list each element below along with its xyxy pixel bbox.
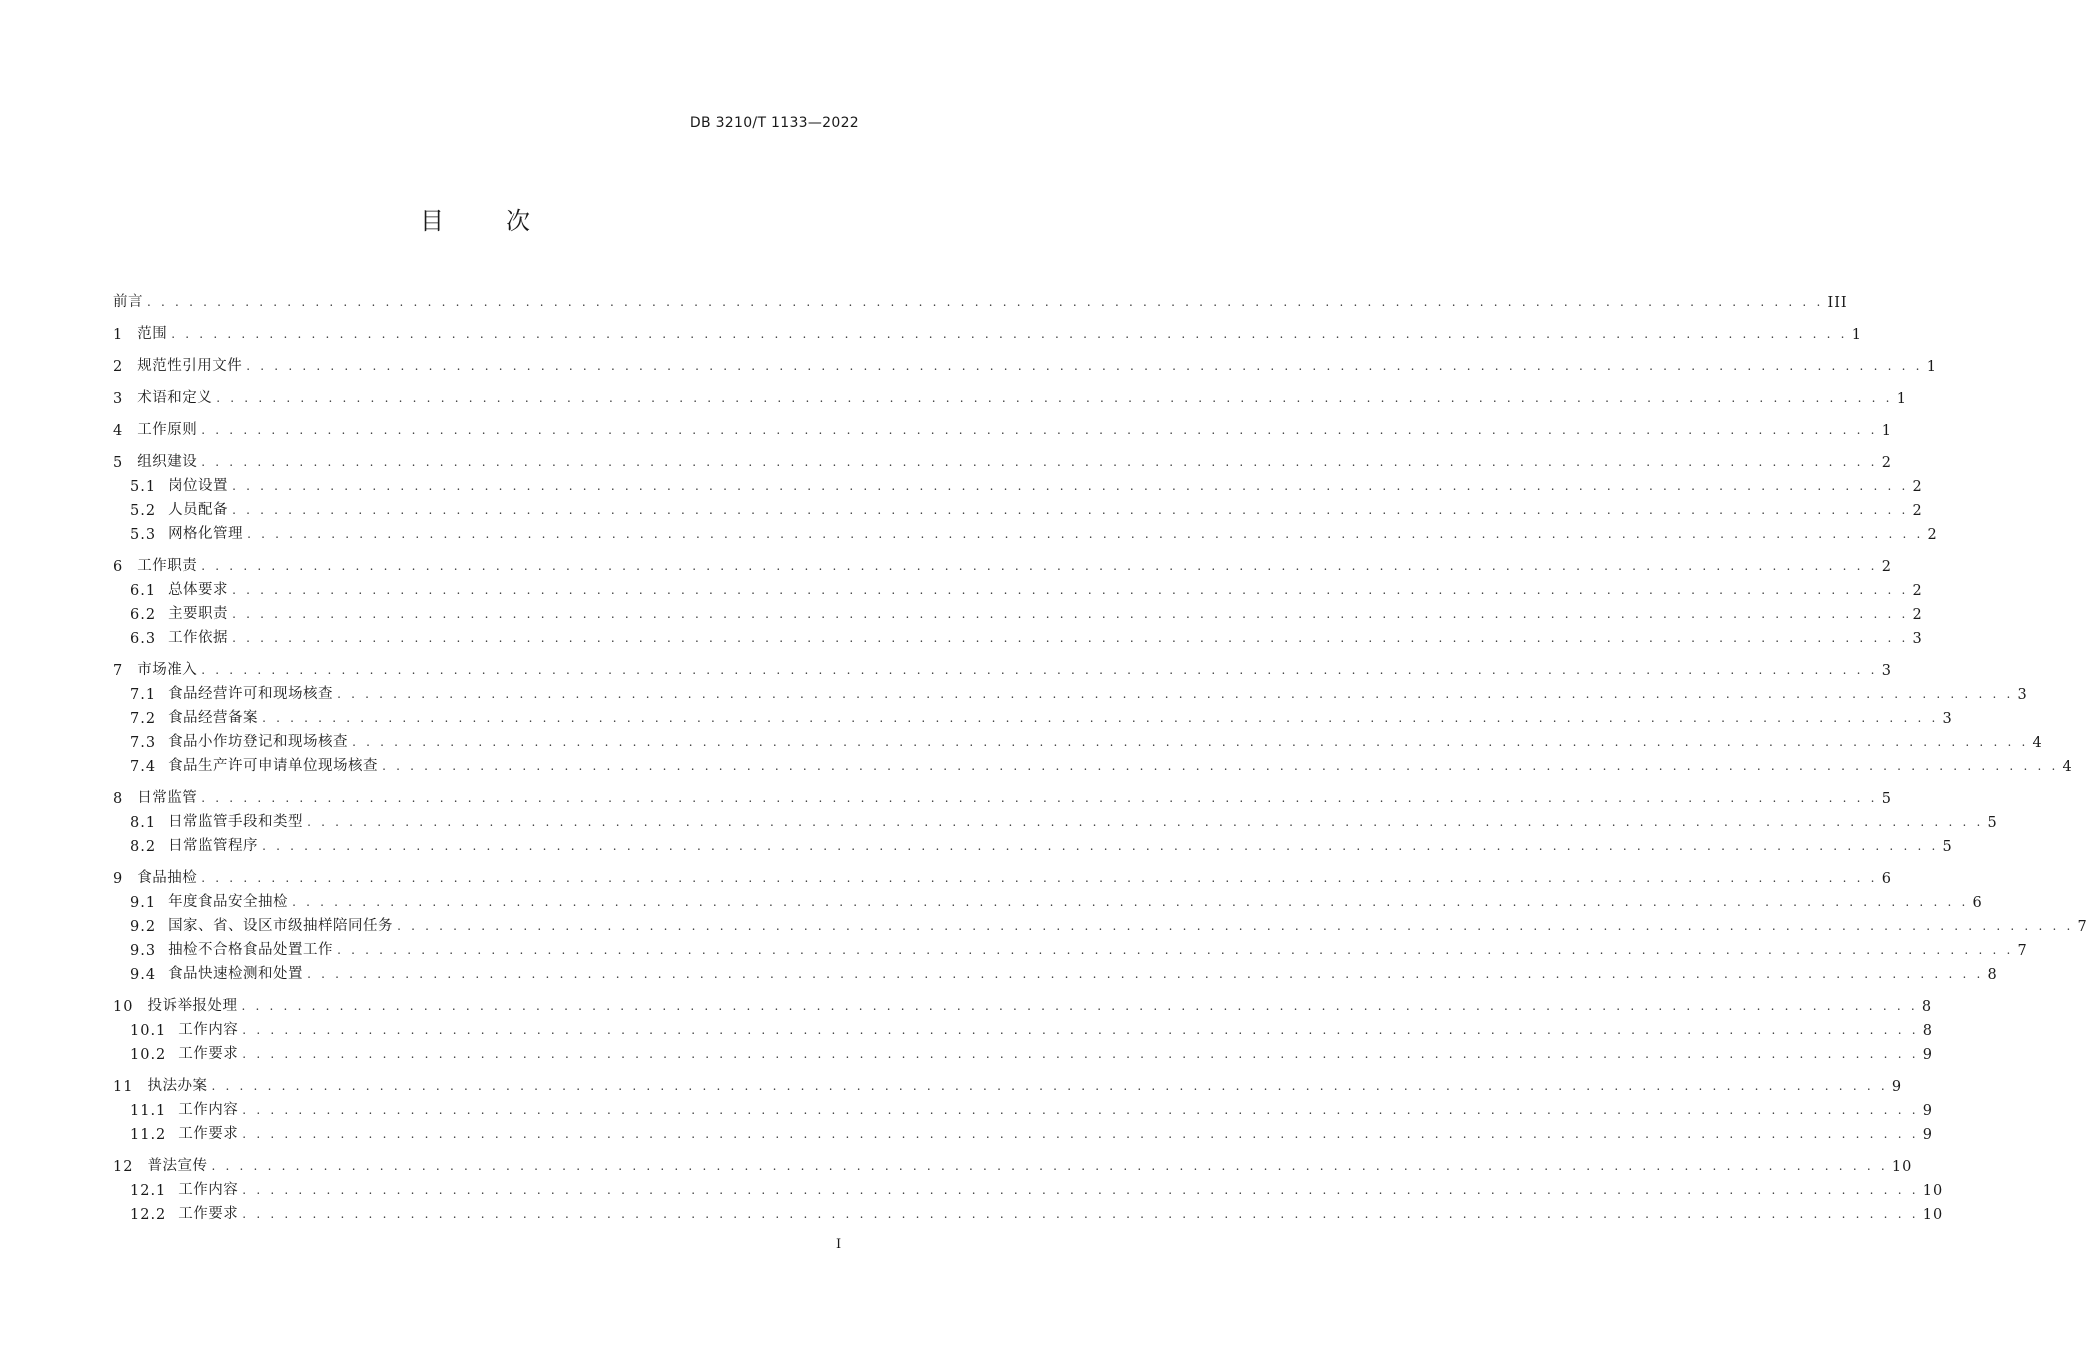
toc-entry-label: 总体要求 xyxy=(168,582,229,598)
toc-entry-page: 9 xyxy=(1922,1103,1933,1119)
toc-entry[interactable] xyxy=(113,319,1862,343)
toc-leader-dots: . . . . . . . . . . . . . . . . . . . . . . . . . . . . . . . . . . . . . . . . . . . . . . . . . . . . . . . . . . . . . . . . . . . . . . . . . . . . . . . . . . . . . . . . . . . . . . . . . . . . . . . . . . . . . . . . . . . . . . . . xyxy=(232,607,1909,621)
toc-entry[interactable] xyxy=(113,655,1892,679)
toc-leader-dots: . . . . . . . . . . . . . . . . . . . . . . . . . . . . . . . . . . . . . . . . . . . . . . . . . . . . . . . . . . . . . . . . . . . . . . . . . . . . . . . . . . . . . . . . . . . . . . . . . . . . . . . . . . . . . . . . . . . . . . . . xyxy=(147,295,1824,309)
toc-entry-page: 3 xyxy=(1912,631,1923,647)
toc-entry-number: 7.4 xyxy=(130,759,157,775)
toc-entry-page: 2 xyxy=(1912,503,1923,519)
toc-entry[interactable] xyxy=(113,703,1953,727)
toc-entry-page: 1 xyxy=(1881,423,1892,439)
toc-entry-number: 7.3 xyxy=(130,735,157,751)
table-of-contents xyxy=(113,287,2088,1223)
toc-leader-dots: . . . . . . . . . . . . . . . . . . . . . . . . . . . . . . . . . . . . . . . . . . . . . . . . . . . . . . . . . . . . . . . . . . . . . . . . . . . . . . . . . . . . . . . . . . . . . . . . . . . . . . . . . . . . . . . . . . . . . . . . xyxy=(397,919,2074,933)
toc-entry[interactable] xyxy=(113,863,1892,887)
toc-entry-page: 1 xyxy=(1896,391,1907,407)
toc-entry-number: 3 xyxy=(113,391,124,407)
toc-entry[interactable] xyxy=(113,1015,1933,1039)
toc-entry-number: 8.2 xyxy=(130,839,157,855)
page-number: I xyxy=(836,1237,842,1252)
toc-leader-dots: . . . . . . . . . . . . . . . . . . . . . . . . . . . . . . . . . . . . . . . . . . . . . . . . . . . . . . . . . . . . . . . . . . . . . . . . . . . . . . . . . . . . . . . . . . . . . . . . . . . . . . . . . . . . . . . . . . . . . . . . xyxy=(241,999,1918,1013)
toc-entry[interactable] xyxy=(113,495,1923,519)
toc-entry-page: 4 xyxy=(2062,759,2073,775)
toc-leader-dots: . . . . . . . . . . . . . . . . . . . . . . . . . . . . . . . . . . . . . . . . . . . . . . . . . . . . . . . . . . . . . . . . . . . . . . . . . . . . . . . . . . . . . . . . . . . . . . . . . . . . . . . . . . . . . . . . . . . . . . . . xyxy=(232,503,1909,517)
toc-entry-number: 6.3 xyxy=(130,631,157,647)
toc-entry-number: 11.2 xyxy=(130,1127,167,1143)
toc-entry-number: 5 xyxy=(113,455,124,471)
toc-leader-dots: . . . . . . . . . . . . . . . . . . . . . . . . . . . . . . . . . . . . . . . . . . . . . . . . . . . . . . . . . . . . . . . . . . . . . . . . . . . . . . . . . . . . . . . . . . . . . . . . . . . . . . . . . . . . . . . . . . . . . . . . xyxy=(211,1079,1888,1093)
toc-entry-number: 12.1 xyxy=(130,1183,167,1199)
toc-leader-dots: . . . . . . . . . . . . . . . . . . . . . . . . . . . . . . . . . . . . . . . . . . . . . . . . . . . . . . . . . . . . . . . . . . . . . . . . . . . . . . . . . . . . . . . . . . . . . . . . . . . . . . . . . . . . . . . . . . . . . . . . xyxy=(262,839,1939,853)
toc-entry-number: 4 xyxy=(113,423,124,439)
toc-entry-label: 工作内容 xyxy=(178,1022,239,1038)
toc-entry[interactable] xyxy=(113,887,1983,911)
toc-entry-number: 11 xyxy=(113,1079,134,1095)
toc-entry-number: 7 xyxy=(113,663,124,679)
toc-entry-label: 网格化管理 xyxy=(168,526,244,542)
toc-leader-dots: . . . . . . . . . . . . . . . . . . . . . . . . . . . . . . . . . . . . . . . . . . . . . . . . . . . . . . . . . . . . . . . . . . . . . . . . . . . . . . . . . . . . . . . . . . . . . . . . . . . . . . . . . . . . . . . . . . . . . . . . xyxy=(201,423,1878,437)
toc-entry-number: 5.2 xyxy=(130,503,157,519)
toc-entry[interactable] xyxy=(113,1175,1944,1199)
toc-entry[interactable] xyxy=(113,935,2028,959)
toc-entry-page: 9 xyxy=(1922,1047,1933,1063)
toc-entry-label: 抽检不合格食品处置工作 xyxy=(168,942,334,958)
toc-entry-label: 食品经营许可和现场核查 xyxy=(168,686,334,702)
toc-entry-number: 6.2 xyxy=(130,607,157,623)
toc-entry-label: 食品生产许可申请单位现场核查 xyxy=(168,758,379,774)
toc-entry-page: 7 xyxy=(2077,919,2088,935)
toc-entry-label: 岗位设置 xyxy=(168,478,229,494)
toc-entry-label: 组织建设 xyxy=(137,454,198,470)
toc-entry-page: 10 xyxy=(1891,1159,1913,1175)
toc-entry-number: 5.3 xyxy=(130,527,157,543)
toc-entry-label: 工作内容 xyxy=(178,1182,239,1198)
toc-entry[interactable] xyxy=(113,1199,1944,1223)
toc-entry[interactable] xyxy=(113,351,1937,375)
toc-entry-page: 3 xyxy=(1942,711,1953,727)
toc-entry-label: 工作职责 xyxy=(137,558,198,574)
toc-entry[interactable] xyxy=(113,519,1938,543)
toc-entry-page: 10 xyxy=(1922,1183,1944,1199)
toc-entry[interactable] xyxy=(113,415,1892,439)
toc-leader-dots: . . . . . . . . . . . . . . . . . . . . . . . . . . . . . . . . . . . . . . . . . . . . . . . . . . . . . . . . . . . . . . . . . . . . . . . . . . . . . . . . . . . . . . . . . . . . . . . . . . . . . . . . . . . . . . . . . . . . . . . . xyxy=(242,1207,1919,1221)
toc-entry-number: 10.1 xyxy=(130,1023,167,1039)
toc-entry-label: 国家、省、设区市级抽样陪同任务 xyxy=(168,918,394,934)
toc-entry-page: 8 xyxy=(1921,999,1933,1015)
document-code: DB 3210/T 1133—2022 xyxy=(689,115,859,131)
toc-entry-number: 1 xyxy=(113,327,124,343)
toc-entry-label: 人员配备 xyxy=(168,502,229,518)
toc-entry-page: 5 xyxy=(1942,839,1953,855)
title-char-right: 次 xyxy=(506,207,530,235)
toc-entry-number: 9.2 xyxy=(130,919,157,935)
toc-entry[interactable] xyxy=(113,959,1998,983)
toc-entry-label: 食品小作坊登记和现场核查 xyxy=(168,734,349,750)
toc-leader-dots: . . . . . . . . . . . . . . . . . . . . . . . . . . . . . . . . . . . . . . . . . . . . . . . . . . . . . . . . . . . . . . . . . . . . . . . . . . . . . . . . . . . . . . . . . . . . . . . . . . . . . . . . . . . . . . . . . . . . . . . . xyxy=(382,759,2059,773)
toc-entry-label: 工作原则 xyxy=(137,422,198,438)
toc-entry-number: 10 xyxy=(113,999,134,1015)
toc-entry[interactable] xyxy=(113,1151,1913,1175)
toc-entry[interactable] xyxy=(113,623,1923,647)
toc-entry[interactable] xyxy=(113,471,1923,495)
toc-entry-label: 工作要求 xyxy=(178,1206,239,1222)
toc-leader-dots: . . . . . . . . . . . . . . . . . . . . . . . . . . . . . . . . . . . . . . . . . . . . . . . . . . . . . . . . . . . . . . . . . . . . . . . . . . . . . . . . . . . . . . . . . . . . . . . . . . . . . . . . . . . . . . . . . . . . . . . . xyxy=(216,391,1893,405)
toc-entry-page: 2 xyxy=(1927,527,1938,543)
toc-leader-dots: . . . . . . . . . . . . . . . . . . . . . . . . . . . . . . . . . . . . . . . . . . . . . . . . . . . . . . . . . . . . . . . . . . . . . . . . . . . . . . . . . . . . . . . . . . . . . . . . . . . . . . . . . . . . . . . . . . . . . . . . xyxy=(307,967,1984,981)
toc-entry[interactable] xyxy=(113,383,1907,407)
toc-leader-dots: . . . . . . . . . . . . . . . . . . . . . . . . . . . . . . . . . . . . . . . . . . . . . . . . . . . . . . . . . . . . . . . . . . . . . . . . . . . . . . . . . . . . . . . . . . . . . . . . . . . . . . . . . . . . . . . . . . . . . . . . xyxy=(232,479,1909,493)
toc-entry-label: 日常监管手段和类型 xyxy=(168,814,304,830)
toc-entry-page: 2 xyxy=(1881,455,1892,471)
toc-leader-dots: . . . . . . . . . . . . . . . . . . . . . . . . . . . . . . . . . . . . . . . . . . . . . . . . . . . . . . . . . . . . . . . . . . . . . . . . . . . . . . . . . . . . . . . . . . . . . . . . . . . . . . . . . . . . . . . . . . . . . . . . xyxy=(232,631,1909,645)
toc-entry-page: 1 xyxy=(1926,359,1937,375)
toc-entry-page: III xyxy=(1827,295,1848,311)
toc-entry[interactable] xyxy=(113,1071,1903,1095)
toc-entry-page: 2 xyxy=(1912,479,1923,495)
toc-leader-dots: . . . . . . . . . . . . . . . . . . . . . . . . . . . . . . . . . . . . . . . . . . . . . . . . . . . . . . . . . . . . . . . . . . . . . . . . . . . . . . . . . . . . . . . . . . . . . . . . . . . . . . . . . . . . . . . . . . . . . . . . xyxy=(307,815,1984,829)
toc-leader-dots: . . . . . . . . . . . . . . . . . . . . . . . . . . . . . . . . . . . . . . . . . . . . . . . . . . . . . . . . . . . . . . . . . . . . . . . . . . . . . . . . . . . . . . . . . . . . . . . . . . . . . . . . . . . . . . . . . . . . . . . . xyxy=(201,791,1878,805)
toc-entry-label: 日常监管程序 xyxy=(168,838,259,854)
toc-leader-dots: . . . . . . . . . . . . . . . . . . . . . . . . . . . . . . . . . . . . . . . . . . . . . . . . . . . . . . . . . . . . . . . . . . . . . . . . . . . . . . . . . . . . . . . . . . . . . . . . . . . . . . . . . . . . . . . . . . . . . . . . xyxy=(337,943,2014,957)
toc-entry-number: 9.1 xyxy=(130,895,157,911)
toc-entry[interactable] xyxy=(113,727,2043,751)
toc-entry[interactable] xyxy=(113,551,1892,575)
toc-entry-page: 6 xyxy=(1972,895,1983,911)
toc-entry-number: 11.1 xyxy=(130,1103,167,1119)
toc-entry-number: 12 xyxy=(113,1159,134,1175)
toc-entry-page: 2 xyxy=(1912,583,1923,599)
title-char-left: 目 xyxy=(420,207,444,235)
toc-entry-page: 2 xyxy=(1912,607,1923,623)
toc-entry-label: 年度食品安全抽检 xyxy=(168,894,289,910)
toc-entry-label: 规范性引用文件 xyxy=(137,358,243,374)
toc-entry-label: 食品抽检 xyxy=(137,870,198,886)
toc-entry-number: 6 xyxy=(113,559,124,575)
toc-entry-label: 食品快速检测和处置 xyxy=(168,966,304,982)
toc-entry-label: 主要职责 xyxy=(168,606,229,622)
toc-entry-page: 4 xyxy=(2032,735,2043,751)
toc-entry[interactable] xyxy=(113,287,1848,311)
toc-entry-page: 9 xyxy=(1922,1127,1933,1143)
toc-leader-dots: . . . . . . . . . . . . . . . . . . . . . . . . . . . . . . . . . . . . . . . . . . . . . . . . . . . . . . . . . . . . . . . . . . . . . . . . . . . . . . . . . . . . . . . . . . . . . . . . . . . . . . . . . . . . . . . . . . . . . . . . xyxy=(201,455,1878,469)
toc-leader-dots: . . . . . . . . . . . . . . . . . . . . . . . . . . . . . . . . . . . . . . . . . . . . . . . . . . . . . . . . . . . . . . . . . . . . . . . . . . . . . . . . . . . . . . . . . . . . . . . . . . . . . . . . . . . . . . . . . . . . . . . . xyxy=(242,1047,1919,1061)
toc-entry[interactable] xyxy=(113,447,1892,471)
toc-leader-dots: . . . . . . . . . . . . . . . . . . . . . . . . . . . . . . . . . . . . . . . . . . . . . . . . . . . . . . . . . . . . . . . . . . . . . . . . . . . . . . . . . . . . . . . . . . . . . . . . . . . . . . . . . . . . . . . . . . . . . . . . xyxy=(242,1103,1919,1117)
toc-entry[interactable] xyxy=(113,751,2073,775)
toc-leader-dots: . . . . . . . . . . . . . . . . . . . . . . . . . . . . . . . . . . . . . . . . . . . . . . . . . . . . . . . . . . . . . . . . . . . . . . . . . . . . . . . . . . . . . . . . . . . . . . . . . . . . . . . . . . . . . . . . . . . . . . . . xyxy=(337,687,2014,701)
toc-entry[interactable] xyxy=(113,575,1923,599)
toc-entry-number: 6.1 xyxy=(130,583,157,599)
toc-leader-dots: . . . . . . . . . . . . . . . . . . . . . . . . . . . . . . . . . . . . . . . . . . . . . . . . . . . . . . . . . . . . . . . . . . . . . . . . . . . . . . . . . . . . . . . . . . . . . . . . . . . . . . . . . . . . . . . . . . . . . . . . xyxy=(201,663,1878,677)
toc-entry-page: 1 xyxy=(1851,327,1862,343)
toc-leader-dots: . . . . . . . . . . . . . . . . . . . . . . . . . . . . . . . . . . . . . . . . . . . . . . . . . . . . . . . . . . . . . . . . . . . . . . . . . . . . . . . . . . . . . . . . . . . . . . . . . . . . . . . . . . . . . . . . . . . . . . . . xyxy=(232,583,1909,597)
toc-leader-dots: . . . . . . . . . . . . . . . . . . . . . . . . . . . . . . . . . . . . . . . . . . . . . . . . . . . . . . . . . . . . . . . . . . . . . . . . . . . . . . . . . . . . . . . . . . . . . . . . . . . . . . . . . . . . . . . . . . . . . . . . xyxy=(242,1023,1919,1037)
toc-entry-label: 范围 xyxy=(137,326,168,342)
toc-leader-dots: . . . . . . . . . . . . . . . . . . . . . . . . . . . . . . . . . . . . . . . . . . . . . . . . . . . . . . . . . . . . . . . . . . . . . . . . . . . . . . . . . . . . . . . . . . . . . . . . . . . . . . . . . . . . . . . . . . . . . . . . xyxy=(292,895,1969,909)
toc-entry-page: 3 xyxy=(2017,687,2028,703)
toc-leader-dots: . . . . . . . . . . . . . . . . . . . . . . . . . . . . . . . . . . . . . . . . . . . . . . . . . . . . . . . . . . . . . . . . . . . . . . . . . . . . . . . . . . . . . . . . . . . . . . . . . . . . . . . . . . . . . . . . . . . . . . . . xyxy=(352,735,2029,749)
toc-entry[interactable] xyxy=(113,991,1933,1015)
toc-entry-number: 5.1 xyxy=(130,479,157,495)
toc-entry-number: 12.2 xyxy=(130,1207,167,1223)
toc-entry-label: 工作要求 xyxy=(178,1126,239,1142)
toc-leader-dots: . . . . . . . . . . . . . . . . . . . . . . . . . . . . . . . . . . . . . . . . . . . . . . . . . . . . . . . . . . . . . . . . . . . . . . . . . . . . . . . . . . . . . . . . . . . . . . . . . . . . . . . . . . . . . . . . . . . . . . . . xyxy=(201,559,1878,573)
toc-leader-dots: . . . . . . . . . . . . . . . . . . . . . . . . . . . . . . . . . . . . . . . . . . . . . . . . . . . . . . . . . . . . . . . . . . . . . . . . . . . . . . . . . . . . . . . . . . . . . . . . . . . . . . . . . . . . . . . . . . . . . . . . xyxy=(262,711,1939,725)
toc-entry-number: 7.2 xyxy=(130,711,157,727)
toc-leader-dots: . . . . . . . . . . . . . . . . . . . . . . . . . . . . . . . . . . . . . . . . . . . . . . . . . . . . . . . . . . . . . . . . . . . . . . . . . . . . . . . . . . . . . . . . . . . . . . . . . . . . . . . . . . . . . . . . . . . . . . . . xyxy=(242,1127,1919,1141)
toc-entry-label: 工作要求 xyxy=(178,1046,239,1062)
toc-entry-number: 9.3 xyxy=(130,943,157,959)
toc-entry-number: 7.1 xyxy=(130,687,157,703)
toc-entry-label: 日常监管 xyxy=(137,790,198,806)
toc-entry-label: 工作内容 xyxy=(178,1102,239,1118)
toc-entry[interactable] xyxy=(113,807,1998,831)
toc-entry-page: 8 xyxy=(1987,967,1998,983)
toc-entry[interactable] xyxy=(113,1095,1933,1119)
toc-entry[interactable] xyxy=(113,783,1892,807)
toc-entry-page: 9 xyxy=(1891,1079,1903,1095)
toc-entry-page: 3 xyxy=(1881,663,1892,679)
toc-entry-page: 5 xyxy=(1987,815,1998,831)
toc-entry-label: 术语和定义 xyxy=(137,390,213,406)
toc-entry-page: 5 xyxy=(1881,791,1892,807)
toc-entry-label: 市场准入 xyxy=(137,662,198,678)
toc-entry-label: 执法办案 xyxy=(147,1078,208,1094)
toc-leader-dots: . . . . . . . . . . . . . . . . . . . . . . . . . . . . . . . . . . . . . . . . . . . . . . . . . . . . . . . . . . . . . . . . . . . . . . . . . . . . . . . . . . . . . . . . . . . . . . . . . . . . . . . . . . . . . . . . . . . . . . . . xyxy=(247,527,1924,541)
toc-entry-number: 2 xyxy=(113,359,124,375)
toc-entry-number: 9.4 xyxy=(130,967,157,983)
toc-entry-page: 6 xyxy=(1881,871,1892,887)
toc-entry[interactable] xyxy=(113,1119,1933,1143)
toc-entry[interactable] xyxy=(113,679,2028,703)
toc-entry[interactable] xyxy=(113,1039,1933,1063)
toc-leader-dots: . . . . . . . . . . . . . . . . . . . . . . . . . . . . . . . . . . . . . . . . . . . . . . . . . . . . . . . . . . . . . . . . . . . . . . . . . . . . . . . . . . . . . . . . . . . . . . . . . . . . . . . . . . . . . . . . . . . . . . . . xyxy=(211,1159,1888,1173)
toc-entry-page: 2 xyxy=(1881,559,1892,575)
toc-leader-dots: . . . . . . . . . . . . . . . . . . . . . . . . . . . . . . . . . . . . . . . . . . . . . . . . . . . . . . . . . . . . . . . . . . . . . . . . . . . . . . . . . . . . . . . . . . . . . . . . . . . . . . . . . . . . . . . . . . . . . . . . xyxy=(171,327,1848,341)
toc-entry-number: 8 xyxy=(113,791,124,807)
toc-entry[interactable] xyxy=(113,599,1923,623)
toc-leader-dots: . . . . . . . . . . . . . . . . . . . . . . . . . . . . . . . . . . . . . . . . . . . . . . . . . . . . . . . . . . . . . . . . . . . . . . . . . . . . . . . . . . . . . . . . . . . . . . . . . . . . . . . . . . . . . . . . . . . . . . . . xyxy=(242,1183,1919,1197)
toc-entry-label: 食品经营备案 xyxy=(168,710,259,726)
toc-entry-page: 10 xyxy=(1922,1207,1944,1223)
toc-entry-page: 7 xyxy=(2017,943,2028,959)
toc-entry-label: 普法宣传 xyxy=(147,1158,208,1174)
toc-entry[interactable] xyxy=(113,831,1953,855)
toc-leader-dots: . . . . . . . . . . . . . . . . . . . . . . . . . . . . . . . . . . . . . . . . . . . . . . . . . . . . . . . . . . . . . . . . . . . . . . . . . . . . . . . . . . . . . . . . . . . . . . . . . . . . . . . . . . . . . . . . . . . . . . . . xyxy=(246,359,1923,373)
toc-entry-number: 9 xyxy=(113,871,124,887)
toc-entry[interactable] xyxy=(113,911,2088,935)
toc-entry-number: 10.2 xyxy=(130,1047,167,1063)
toc-entry-label: 前言 xyxy=(113,294,143,310)
toc-leader-dots: . . . . . . . . . . . . . . . . . . . . . . . . . . . . . . . . . . . . . . . . . . . . . . . . . . . . . . . . . . . . . . . . . . . . . . . . . . . . . . . . . . . . . . . . . . . . . . . . . . . . . . . . . . . . . . . . . . . . . . . . xyxy=(201,871,1878,885)
page-title xyxy=(0,201,950,236)
toc-entry-page: 8 xyxy=(1922,1023,1933,1039)
toc-entry-number: 8.1 xyxy=(130,815,157,831)
toc-entry-label: 投诉举报处理 xyxy=(147,998,238,1014)
toc-entry-label: 工作依据 xyxy=(168,630,229,646)
